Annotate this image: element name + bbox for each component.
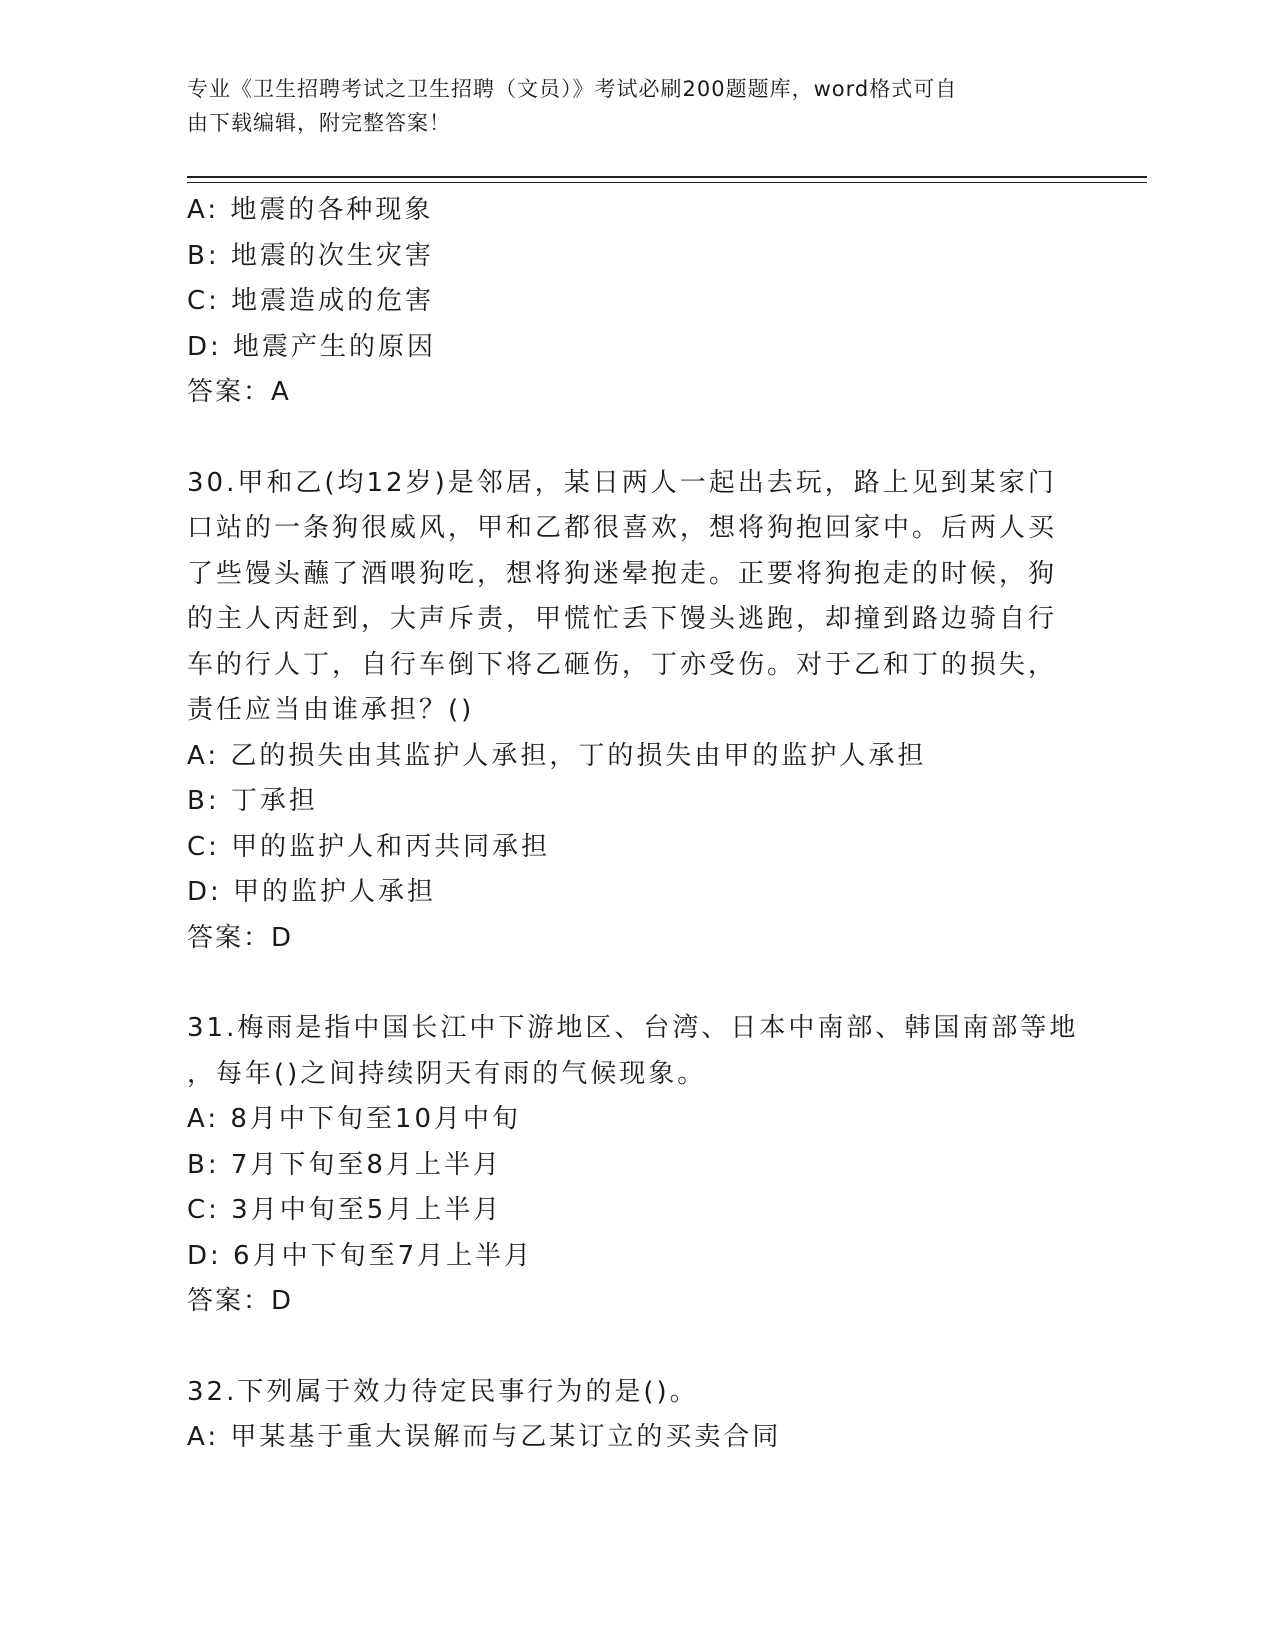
question-list [187, 188, 1087, 1461]
question-32-block [187, 1370, 1087, 1461]
question-line: ，每年()之间持续阴天有雨的气候现象。 [187, 1058, 707, 1089]
option-a: A: 8月中下旬至10月中旬 [187, 1104, 521, 1134]
option-b: B: 7月下旬至8月上半月 [187, 1149, 502, 1180]
question-30-block [187, 461, 1087, 962]
option-a: A: 甲某基于重大误解而与乙某订立的买卖合同 [187, 1422, 782, 1452]
option-b: B: 地震的次生灾害 [187, 240, 434, 271]
header-divider-thick [187, 176, 1147, 178]
question-line: 30.甲和乙(均12岁)是邻居，某日两人一起出去玩，路上见到某家门 [187, 467, 1057, 498]
option-d: D: 甲的监护人承担 [187, 877, 437, 907]
option-d: D: 地震产生的原因 [187, 331, 437, 362]
answer-line: 答案：A [187, 377, 291, 407]
option-c: C: 地震造成的危害 [187, 286, 435, 316]
question-line: 责任应当由谁承担？() [187, 695, 475, 725]
question-29-block [187, 188, 1087, 416]
option-a: A: 乙的损失由其监护人承担，丁的损失由甲的监护人承担 [187, 740, 927, 771]
header-line-2: 由下载编辑，附完整答案！ [187, 111, 451, 135]
option-c: C: 3月中旬至5月上半月 [187, 1195, 503, 1225]
question-text [187, 1370, 1087, 1416]
question-line: 31.梅雨是指中国长江中下游地区、台湾、日本中南部、韩国南部等地 [187, 1013, 1079, 1043]
spacer [187, 961, 1087, 1006]
question-line: 的主人丙赶到，大声斥责，甲慌忙丢下馒头逃跑，却撞到路边骑自行 [187, 604, 1058, 634]
question-text [187, 461, 1087, 734]
question-31-block [187, 1006, 1087, 1325]
question-line: 了些馒头蘸了酒喂狗吃，想将狗迷晕抱走。正要将狗抱走的时候，狗 [187, 558, 1058, 589]
answer-line: 答案：D [187, 1286, 294, 1316]
question-line: 车的行人丁，自行车倒下将乙砸伤，丁亦受伤。对于乙和丁的损失， [187, 649, 1058, 680]
option-a: A: 地震的各种现象 [187, 195, 434, 225]
option-b: B: 丁承担 [187, 786, 318, 816]
question-line: 口站的一条狗很威风，甲和乙都很喜欢，想将狗抱回家中。后两人买 [187, 513, 1058, 543]
spacer [187, 416, 1087, 461]
option-c: C: 甲的监护人和丙共同承担 [187, 831, 551, 862]
header-divider-thin [187, 182, 1147, 183]
spacer [187, 1325, 1087, 1370]
option-d: D: 6月中下旬至7月上半月 [187, 1240, 534, 1271]
question-line: 32.下列属于效力待定民事行为的是()。 [187, 1376, 699, 1407]
header-line-1: 专业《卫生招聘考试之卫生招聘（文员）》考试必刷200题题库，word格式可自 [187, 77, 958, 101]
answer-line: 答案：D [187, 922, 294, 953]
document-header [187, 72, 1067, 140]
question-text [187, 1006, 1087, 1097]
